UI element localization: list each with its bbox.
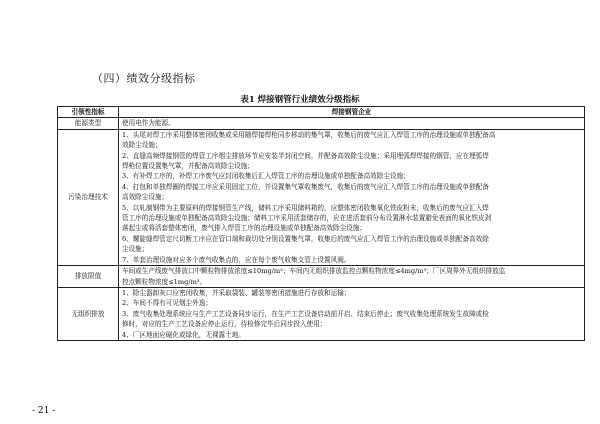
row-indicator: 排放限值 (58, 266, 119, 288)
content-line: 3、废气收集处理系统应与生产工艺设备同步运行，在生产工艺设备启动前开启、结束后停止；废气收集处理系统发生故障或检 (122, 309, 489, 318)
section-heading: （四）绩效分级指标 (92, 72, 196, 85)
content-line: 1、除尘器卸灰口应密闭收集，并采取袋装、罐装等密闭措施进行存放和运输； (122, 288, 351, 297)
performance-grading-table (57, 106, 585, 341)
content-line: 5、以轧制钢带为主要原料的焊接钢管生产线，储料工序采用储料箱的，应整体密闭收集氧化铁皮粉末，收集后的废气应汇入焊 (122, 203, 489, 212)
row-content (119, 129, 585, 265)
table-row-pollution-control (58, 129, 585, 265)
page-number: - 21 - (32, 406, 56, 416)
row-content (119, 266, 585, 288)
table-row-emission-limits (58, 266, 585, 288)
content-line: 修时，对应的生产工艺设备应停止运行，待检修完毕后同步投入使用； (122, 320, 327, 329)
table-title: 表1 焊接钢管行业绩效分级指标 (240, 95, 360, 105)
content-line: 管工序的治理设施或单独配备高效除尘设施；储料工序采用活套储存的，应在进活套前分布设置淋水装置避免表面的氧化铁皮剥 (122, 214, 492, 223)
header-enterprise: 焊接钢管企业 (119, 107, 585, 118)
header-indicator: 引领性指标 (58, 107, 119, 118)
content-line: 效除尘设施； (122, 141, 162, 150)
row-indicator: 污染治理技术 (58, 129, 119, 265)
table-row-energy (58, 118, 585, 129)
content-line: 3、有补焊工序的，补焊工序废气应封闭收集后汇入焊管工序的治理设施或单独配备高效除尘设施； (122, 172, 410, 181)
table-row-fugitive-emissions (58, 287, 585, 340)
content-line: 落起尘或将活套整体密闭，废气排入焊管工序的治理设施或单独配备高效除尘设施； (122, 224, 366, 233)
content-line: 1、头尾对焊工序采用整体密闭收集或采用随焊接焊枪同步移动的集气罩，收集后的废气应汇入焊管工序的治理设施或单独配备高 (122, 130, 496, 139)
content-line: 高效除尘设施； (122, 193, 169, 202)
content-line: 2、车间不得有可见烟尘外逸； (122, 299, 212, 308)
content-line: 车间或生产线废气排放口中颗粒物排放浓度≤10mg/m³；车间内无组织排放监控点颗粒物浓度≤4mg/m³；厂区周界外无组织排放监 (122, 267, 506, 276)
table-header-row (58, 107, 585, 118)
content-line: 4、打包和单独焊圈的焊接工序应采用固定工位，并设置集气罩收集废气，收集后的废气应汇入焊管工序的治理设施或单独配备 (122, 182, 489, 191)
content-line: 2、直缝高频焊接钢管的焊管工序烟尘排放环节应安装半封闭空间，并配备高效除尘设施；采用埋弧焊焊接的钢管，应在埋弧焊 (122, 151, 489, 160)
content-line: 焊枪位置设置集气罩，并配备高效除尘设施； (122, 162, 254, 171)
row-indicator: 能源类型 (58, 118, 119, 129)
content-line: 控点颗粒物浓度≤1mg/m³。 (122, 277, 207, 286)
row-content (119, 287, 585, 340)
row-indicator: 无组织排放 (58, 287, 119, 340)
content-line: 尘设施； (122, 245, 149, 254)
content-line: 7、单套治理设施对应多个废气收集点的，应在每个废气收集支管上设置风阀。 (122, 255, 351, 264)
row-content (119, 118, 585, 129)
content-line: 使用电作为能源。 (122, 119, 175, 128)
content-line: 4、厂区地面应硬化或绿化，无裸露土地。 (122, 330, 245, 339)
content-line: 6、螺旋缝焊管定尺切断工序应在管口端和裁切处分别设置集气罩，收集后的废气应汇入焊管工序的治理设施或单独配备高效除 (122, 234, 489, 243)
